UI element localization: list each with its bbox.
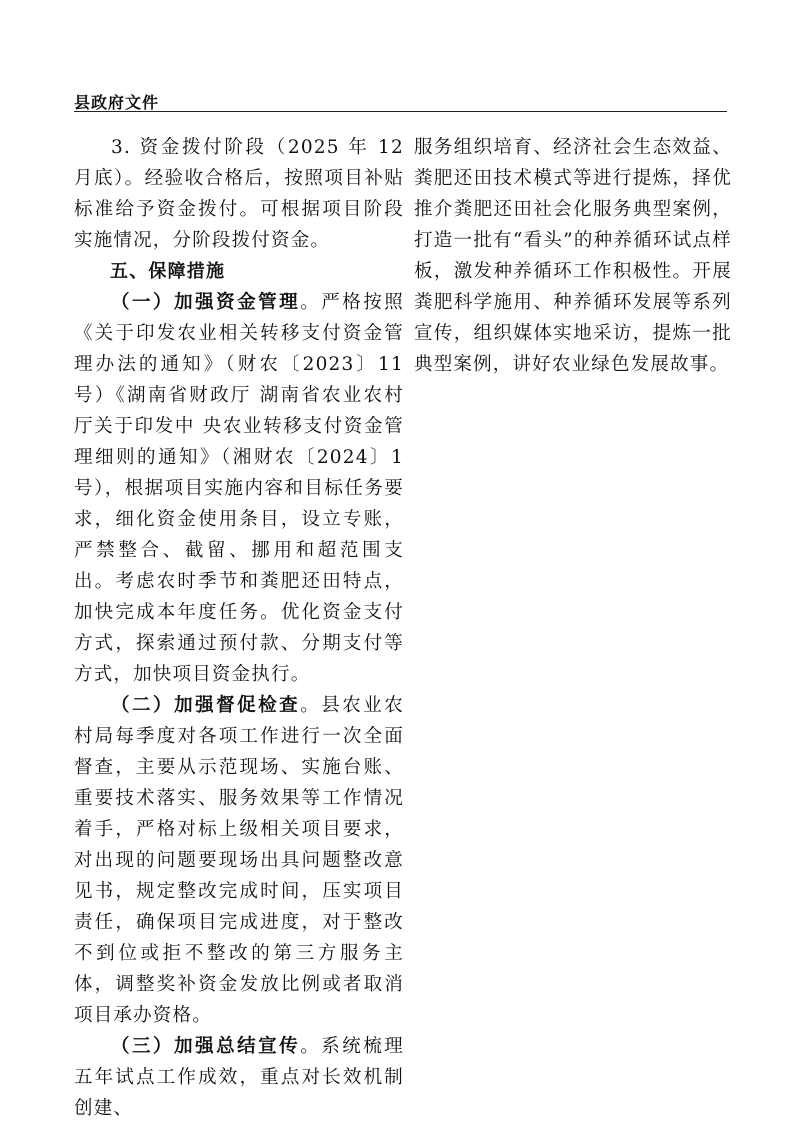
section-heading-5: 五、保障措施 [110,261,226,282]
paragraph-stage3: 3. 资金拨付阶段（2025 年 12 月底）。经验收合格后，按照项目补贴标准给予资金拨付。可根据项目阶段实施情况，分阶段拨付资金。 [74,137,404,251]
paragraph-supervision-body: 。县农业农村局每季度对各项工作进行一次全面督查，主要从示范现场、实施台账、重要技术落实、服务效果等工作情况着手，严格对标上级相关项目要求，对出现的问题要现场出具问题整改意见书，规定整改完成时间，压实项目责任，确保项目完成进度，对于整改不到位或拒不整改的第三方服务主体，调整奖补资金发放比例或者取消项目承办资格。 [74,695,404,1026]
left-column [74,132,404,1124]
subheading-funding-management: （一）加强资金管理 [111,292,301,313]
right-column [414,132,732,380]
header-divider [74,111,727,112]
paragraph-publicity-continued: 服务组织培育、经济社会生态效益、粪肥还田技术模式等进行提炼，择优推介粪肥还田社会化服务典型案例，打造一批有“看头”的种养循环试点样板，激发种养循环工作积极性。开展粪肥科学施用、种养循环发展等系列宣传，组织媒体实地采访，提炼一批典型案例，讲好农业绿色发展故事。 [414,137,732,375]
paragraph-funding-management-body: 。严格按照《关于印发农业相关转移支付资金管理办法的通知》（财农〔2023〕11 号）《湖南省财政厅 湖南省农业农村厅关于印发中 央农业转移支付资金管理细则的通知》（湘财农〔2024〕1 号），根据项目实施内容和目标任务要求，细化资金使用条目，设立专账，严禁整合、截留、挪用和超范围支出。考虑农时季节和粪肥还田特点，加快完成本年度任务。优化资金支付方式，探索通过预付款、分期支付等方式，加快项目资金执行。 [74,292,404,685]
subheading-supervision: （二）加强督促检查 [111,695,301,716]
document-header-title: 县政府文件 [74,93,160,112]
paragraph-funding-management [74,287,404,690]
subheading-publicity: （三）加强总结宣传 [111,1036,301,1057]
paragraph-publicity [74,1031,404,1124]
paragraph-publicity-body: 。系统梳理五年试点工作成效，重点对长效机制创建、 [74,1036,404,1119]
paragraph-supervision [74,690,404,1031]
